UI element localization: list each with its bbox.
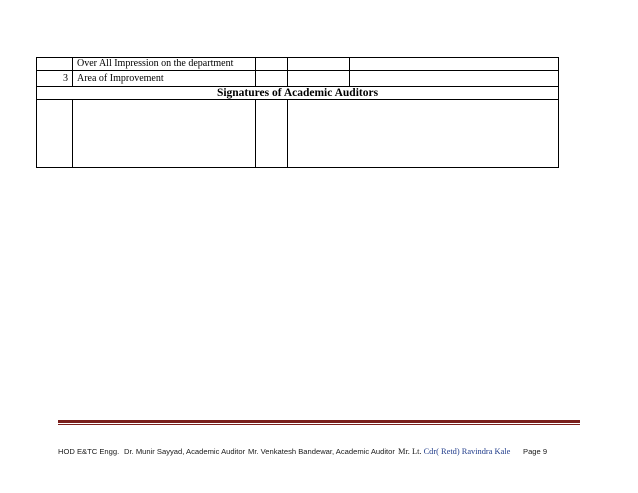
footer-auditor-2: Mr. Venkatesh Bandewar, Academic Auditor — [248, 447, 395, 456]
row-number — [37, 58, 73, 71]
footer-auditor-1: Dr. Munir Sayyad, Academic Auditor — [124, 447, 246, 456]
signatures-heading: Signatures of Academic Auditors — [37, 87, 559, 100]
footer-divider-thin — [58, 424, 580, 425]
footer-auditor-3-name: Cdr( Retd) Ravindra Kale — [423, 447, 511, 456]
page-number: Page 9 — [523, 447, 548, 456]
footer-auditor-3-prefix: Mr. Lt. — [398, 447, 424, 456]
signatures-row — [37, 100, 559, 168]
cell-empty — [256, 58, 288, 71]
signatures-heading-row — [37, 87, 559, 100]
footer-auditor-3 — [398, 447, 510, 456]
cell-empty — [350, 58, 559, 71]
cell-empty — [288, 58, 350, 71]
cell-empty — [256, 71, 288, 87]
table-row-impression — [37, 58, 559, 71]
row-label-improvement: Area of Improvement — [73, 71, 256, 87]
table-row-improvement — [37, 71, 559, 87]
row-label-impression: Over All Impression on the department — [73, 58, 256, 71]
row-number: 3 — [37, 71, 73, 87]
footer-divider-thick — [58, 420, 580, 423]
signature-cell — [256, 100, 288, 168]
signature-cell — [37, 100, 73, 168]
footer-hod: HOD E&TC Engg. — [58, 447, 120, 456]
audit-table — [36, 57, 559, 168]
cell-empty — [350, 71, 559, 87]
page-footer — [0, 447, 638, 459]
cell-empty — [288, 71, 350, 87]
signature-cell — [73, 100, 256, 168]
signature-cell — [288, 100, 559, 168]
